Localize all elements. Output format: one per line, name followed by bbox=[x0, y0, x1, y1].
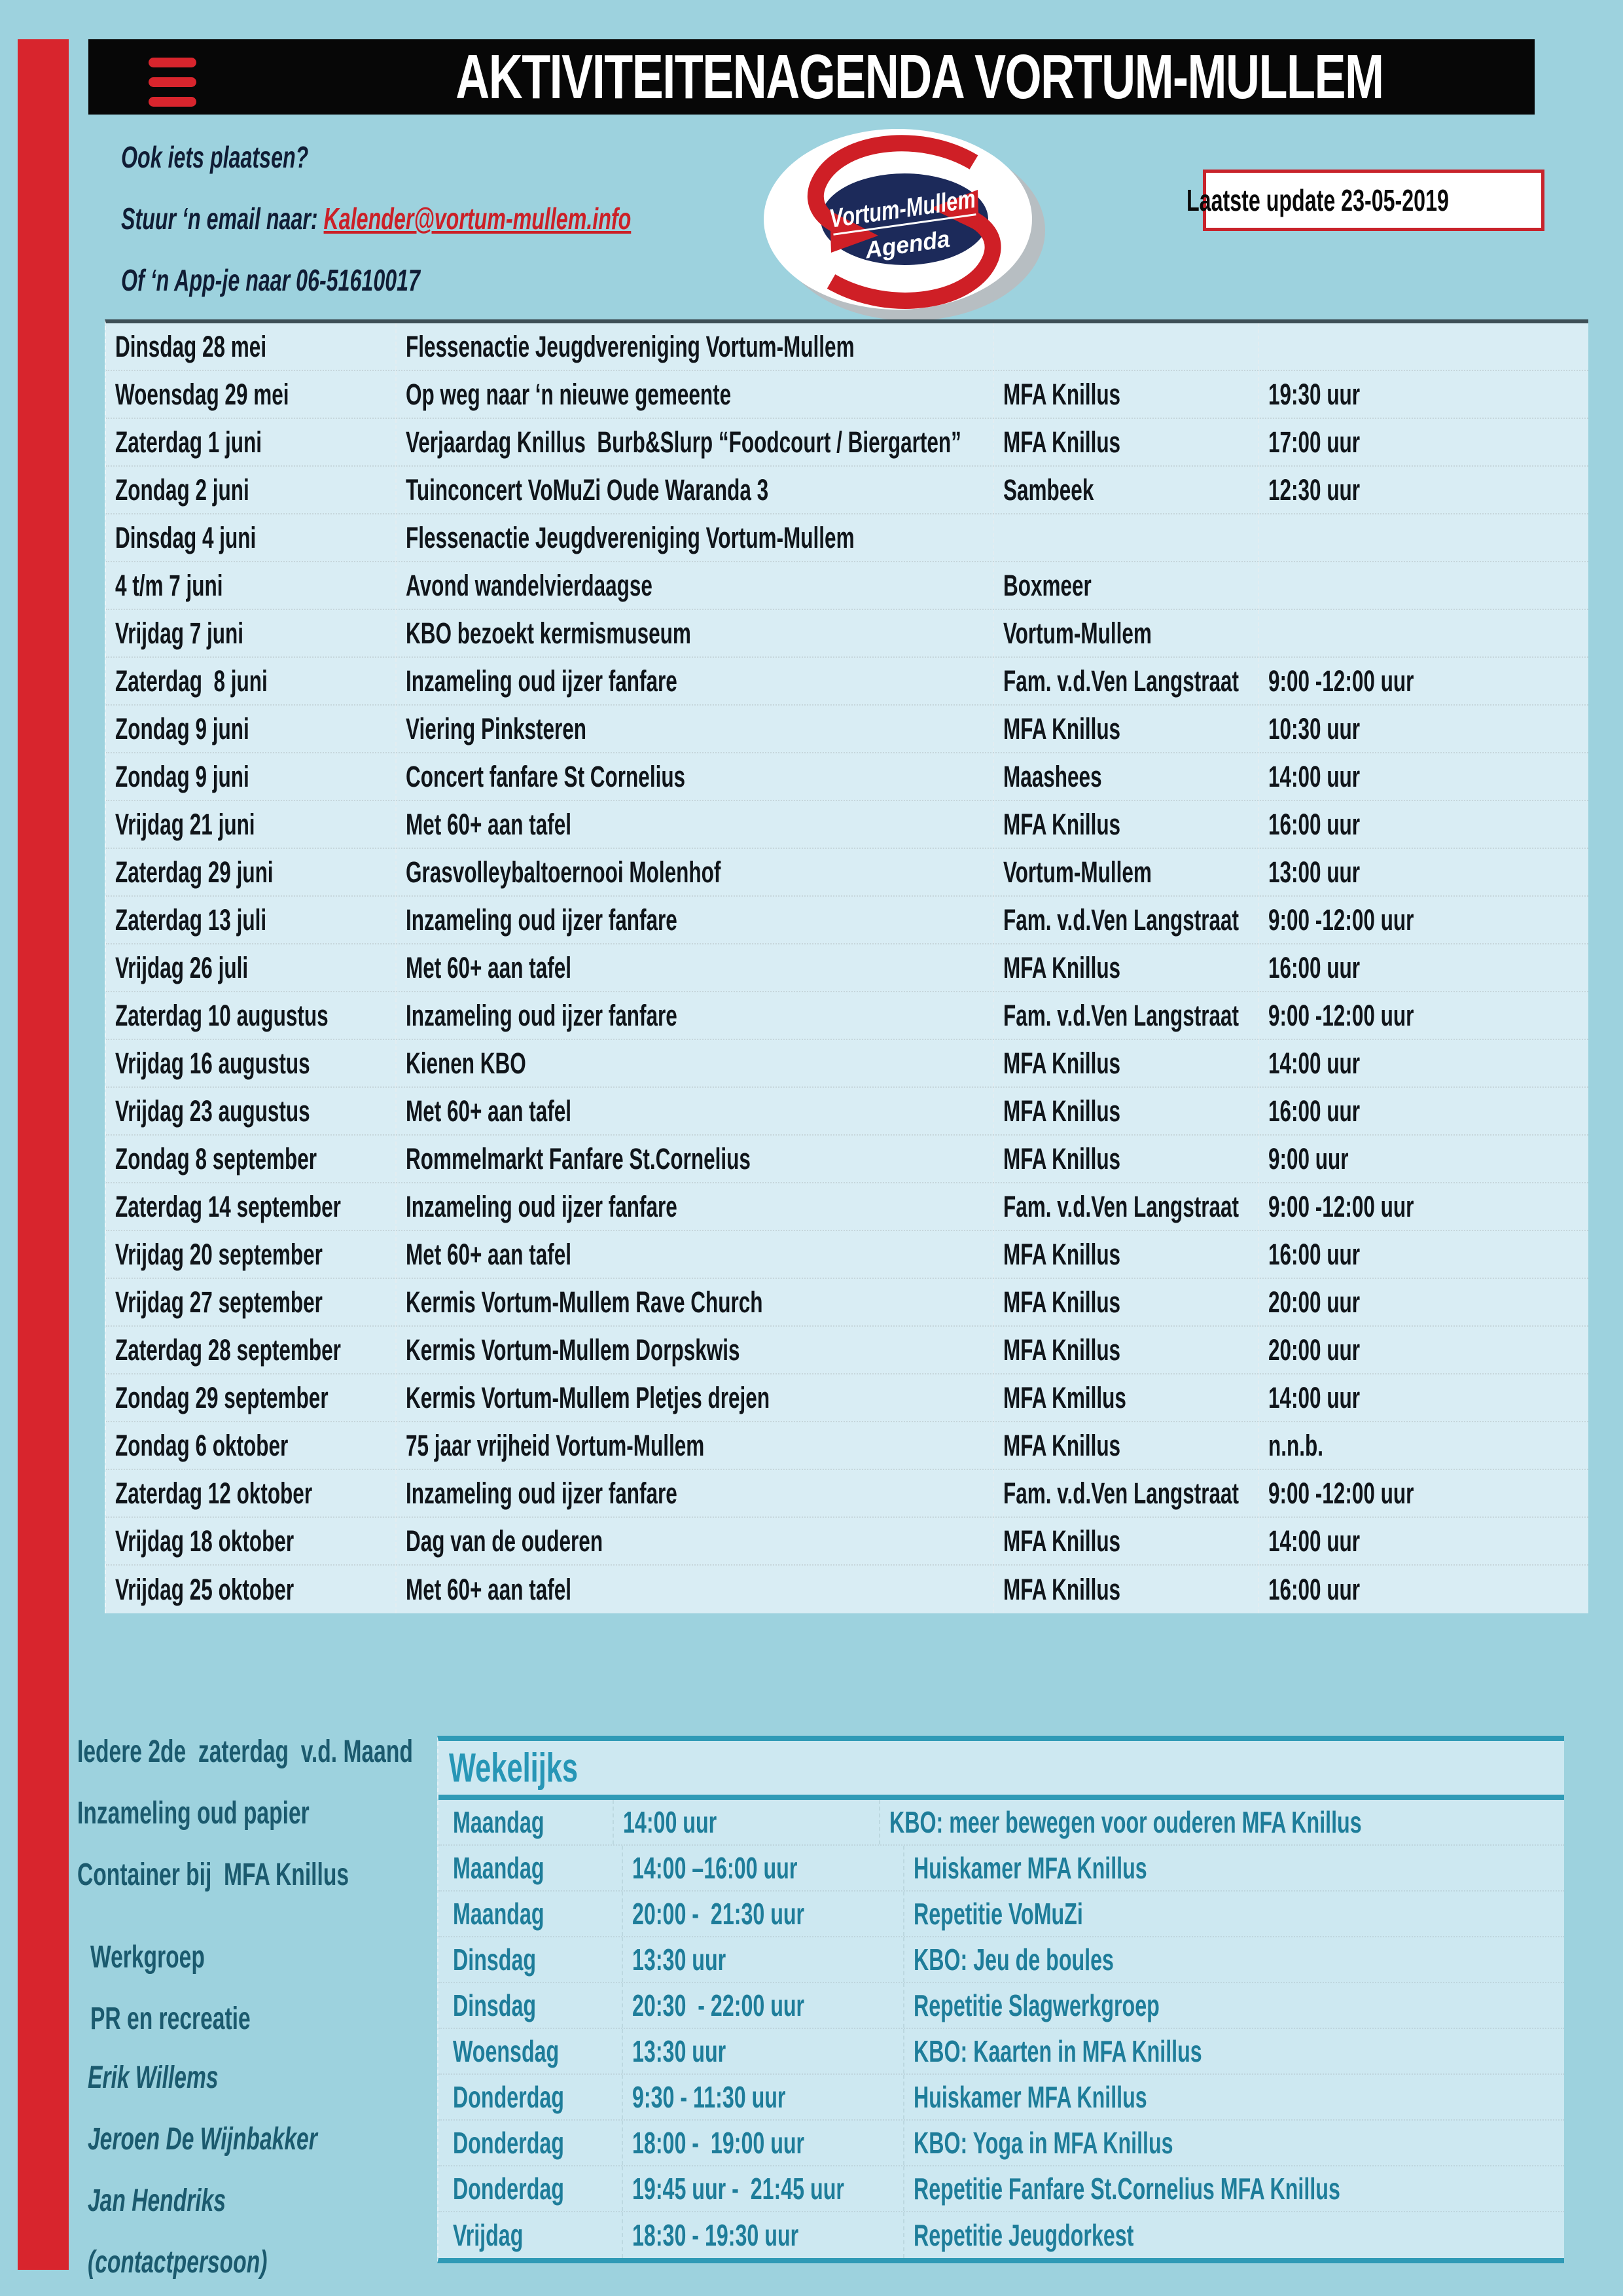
agenda-row bbox=[106, 1566, 1588, 1613]
event-location: Boxmeer bbox=[993, 562, 1258, 609]
event-location: MFA Knillus bbox=[993, 1231, 1258, 1278]
agenda-row bbox=[106, 1422, 1588, 1470]
event-time: 17:00 uur bbox=[1258, 419, 1588, 465]
event-activity: KBO bezoekt kermismuseum bbox=[395, 610, 993, 656]
agenda-row bbox=[106, 1088, 1588, 1136]
event-time: 16:00 uur bbox=[1258, 1088, 1588, 1134]
weekly-row bbox=[438, 2029, 1564, 2075]
weekly-time: 9:30 - 11:30 uur bbox=[622, 2075, 903, 2119]
weekly-row bbox=[438, 1892, 1564, 1937]
event-activity: Dag van de ouderen bbox=[395, 1518, 993, 1564]
weekly-day: Donderdag bbox=[453, 2126, 564, 2160]
event-location: MFA Knillus bbox=[993, 1279, 1258, 1325]
event-time: n.n.b. bbox=[1258, 1422, 1588, 1469]
weekly-row bbox=[438, 2212, 1564, 2258]
weekly-title: Wekelijks bbox=[449, 1745, 579, 1791]
agenda-row bbox=[106, 1279, 1588, 1327]
event-location: Vortum-Mullem bbox=[993, 610, 1258, 656]
agenda-row bbox=[106, 371, 1588, 419]
agenda-row bbox=[106, 1518, 1588, 1566]
event-location: MFA Kmillus bbox=[993, 1374, 1258, 1421]
event-time: 20:00 uur bbox=[1258, 1327, 1588, 1373]
weekly-time: 18:00 - 19:00 uur bbox=[622, 2121, 903, 2165]
event-location: MFA Knillus bbox=[993, 419, 1258, 465]
event-time: 14:00 uur bbox=[1258, 1518, 1588, 1564]
event-location bbox=[993, 514, 1258, 561]
weekly-row bbox=[438, 1846, 1564, 1892]
weekly-activity: Repetitie Slagwerkgroep bbox=[903, 1983, 1564, 2028]
event-activity: Concert fanfare St Cornelius bbox=[395, 753, 993, 800]
workgroup-title bbox=[90, 1939, 319, 2037]
agenda-row bbox=[106, 323, 1588, 371]
event-time: 9:00 -12:00 uur bbox=[1258, 658, 1588, 704]
agenda-row bbox=[106, 753, 1588, 801]
event-location: Maashees bbox=[993, 753, 1258, 800]
event-activity: Op weg naar ‘n nieuwe gemeente bbox=[395, 371, 993, 418]
event-time: 12:30 uur bbox=[1258, 467, 1588, 513]
agenda-table bbox=[105, 319, 1588, 1613]
agenda-row bbox=[106, 1327, 1588, 1374]
event-time: 16:00 uur bbox=[1258, 801, 1588, 848]
event-location: Fam. v.d.Ven Langstraat bbox=[993, 658, 1258, 704]
last-update-box bbox=[1186, 170, 1544, 231]
event-date: Vrijdag 16 augustus bbox=[115, 1046, 310, 1080]
event-location bbox=[993, 323, 1258, 370]
weekly-time: 14:00 –16:00 uur bbox=[622, 1846, 903, 1890]
event-time: 20:00 uur bbox=[1258, 1279, 1588, 1325]
event-time: 19:30 uur bbox=[1258, 371, 1588, 418]
event-activity: Flessenactie Jeugdvereniging Vortum-Mullem bbox=[395, 323, 993, 370]
event-date: Dinsdag 28 mei bbox=[115, 329, 267, 363]
header-bar bbox=[88, 39, 1535, 115]
weekly-time: 20:30 - 22:00 uur bbox=[622, 1983, 903, 2028]
event-location: Sambeek bbox=[993, 467, 1258, 513]
event-location: Fam. v.d.Ven Langstraat bbox=[993, 992, 1258, 1039]
event-activity: Met 60+ aan tafel bbox=[395, 1088, 993, 1134]
event-location: Fam. v.d.Ven Langstraat bbox=[993, 1470, 1258, 1516]
event-location: MFA Knillus bbox=[993, 1422, 1258, 1469]
event-time: 14:00 uur bbox=[1258, 1040, 1588, 1086]
event-time: 16:00 uur bbox=[1258, 944, 1588, 991]
event-time: 14:00 uur bbox=[1258, 753, 1588, 800]
event-date: Vrijdag 26 juli bbox=[115, 950, 249, 984]
event-activity: Kienen KBO bbox=[395, 1040, 993, 1086]
workgroup-line: Werkgroep bbox=[90, 1939, 205, 1975]
weekly-row bbox=[438, 2166, 1564, 2212]
event-activity: Flessenactie Jeugdvereniging Vortum-Mullem bbox=[395, 514, 993, 561]
weekly-activity: KBO: Kaarten in MFA Knillus bbox=[903, 2029, 1564, 2073]
event-activity: Verjaardag Knillus Burb&Slurp “Foodcourt / Biergarten” bbox=[395, 419, 993, 465]
agenda-row bbox=[106, 1136, 1588, 1183]
weekly-day: Woensdag bbox=[453, 2034, 560, 2068]
event-date: Vrijdag 23 augustus bbox=[115, 1094, 310, 1128]
event-date: Vrijdag 18 oktober bbox=[115, 1524, 294, 1558]
event-time: 9:00 -12:00 uur bbox=[1258, 1470, 1588, 1516]
event-time: 9:00 -12:00 uur bbox=[1258, 992, 1588, 1039]
event-location: MFA Knillus bbox=[993, 944, 1258, 991]
weekly-time: 19:45 uur - 21:45 uur bbox=[622, 2166, 903, 2211]
event-date: Vrijdag 27 september bbox=[115, 1285, 323, 1319]
weekly-day: Donderdag bbox=[453, 2172, 564, 2206]
agenda-row bbox=[106, 1040, 1588, 1088]
agenda-row bbox=[106, 1374, 1588, 1422]
contact-line-3: Of ‘n App-je naar 06-51610017 bbox=[121, 263, 420, 297]
weekly-table-header bbox=[438, 1741, 1564, 1800]
event-location: MFA Knillus bbox=[993, 371, 1258, 418]
event-date: Vrijdag 25 oktober bbox=[115, 1572, 294, 1606]
event-time bbox=[1258, 514, 1588, 561]
weekly-time: 13:30 uur bbox=[622, 1937, 903, 1982]
weekly-table bbox=[437, 1736, 1564, 2263]
event-location: MFA Knillus bbox=[993, 1518, 1258, 1564]
weekly-time: 18:30 - 19:30 uur bbox=[622, 2212, 903, 2258]
weekly-time: 20:00 - 21:30 uur bbox=[622, 1892, 903, 1936]
contact-person-name: (contactpersoon) bbox=[88, 2244, 268, 2280]
event-activity: Inzameling oud ijzer fanfare bbox=[395, 992, 993, 1039]
event-time: 9:00 -12:00 uur bbox=[1258, 1183, 1588, 1230]
weekly-row bbox=[438, 2121, 1564, 2166]
event-location: MFA Knillus bbox=[993, 1566, 1258, 1613]
event-activity: Rommelmarkt Fanfare St.Cornelius bbox=[395, 1136, 993, 1182]
event-date: 4 t/m 7 juni bbox=[115, 568, 223, 602]
agenda-row bbox=[106, 610, 1588, 658]
weekly-day: Maandag bbox=[453, 1851, 544, 1885]
weekly-row bbox=[438, 1800, 1564, 1846]
event-time bbox=[1258, 323, 1588, 370]
contact-block bbox=[121, 139, 849, 298]
event-date: Zaterdag 12 oktober bbox=[115, 1476, 313, 1510]
event-activity: Inzameling oud ijzer fanfare bbox=[395, 658, 993, 704]
event-time: 16:00 uur bbox=[1258, 1231, 1588, 1278]
event-time: 16:00 uur bbox=[1258, 1566, 1588, 1613]
email-label: Stuur ‘n email naar: bbox=[121, 202, 324, 236]
agenda-row bbox=[106, 467, 1588, 514]
event-date: Zaterdag 13 juli bbox=[115, 903, 267, 937]
agenda-row bbox=[106, 1470, 1588, 1518]
event-location: Fam. v.d.Ven Langstraat bbox=[993, 897, 1258, 943]
agenda-row bbox=[106, 706, 1588, 753]
contact-person-name: Erik Willems bbox=[88, 2060, 219, 2095]
agenda-row bbox=[106, 849, 1588, 897]
event-date: Zondag 29 september bbox=[115, 1380, 329, 1414]
weekly-day: Donderdag bbox=[453, 2080, 564, 2114]
event-date: Vrijdag 7 juni bbox=[115, 616, 244, 650]
weekly-activity: Huiskamer MFA Knillus bbox=[903, 1846, 1564, 1890]
vortum-mullem-agenda-logo bbox=[753, 124, 1054, 321]
event-activity: Inzameling oud ijzer fanfare bbox=[395, 897, 993, 943]
event-location: MFA Knillus bbox=[993, 706, 1258, 752]
event-activity: Met 60+ aan tafel bbox=[395, 801, 993, 848]
event-location: Vortum-Mullem bbox=[993, 849, 1258, 895]
event-date: Zondag 6 oktober bbox=[115, 1428, 289, 1462]
weekly-activity: KBO: Yoga in MFA Knillus bbox=[903, 2121, 1564, 2165]
contact-person-name: Jeroen De Wijnbakker bbox=[88, 2121, 317, 2157]
last-update-label: Laatste update 23-05-2019 bbox=[1186, 183, 1449, 217]
agenda-row bbox=[106, 944, 1588, 992]
contact-person-name: Jan Hendriks bbox=[88, 2183, 226, 2218]
weekly-day: Dinsdag bbox=[453, 1943, 537, 1977]
event-activity: Avond wandelvierdaagse bbox=[395, 562, 993, 609]
event-time: 14:00 uur bbox=[1258, 1374, 1588, 1421]
event-date: Vrijdag 21 juni bbox=[115, 807, 255, 841]
weekly-activity: Huiskamer MFA Knillus bbox=[903, 2075, 1564, 2119]
event-date: Zondag 8 september bbox=[115, 1141, 317, 1175]
agenda-row bbox=[106, 1231, 1588, 1279]
event-activity: Inzameling oud ijzer fanfare bbox=[395, 1183, 993, 1230]
monthly-note-line: Inzameling oud papier bbox=[77, 1795, 310, 1831]
event-date: Zondag 9 juni bbox=[115, 711, 249, 745]
left-red-stripe bbox=[18, 39, 69, 2270]
event-time: 9:00 uur bbox=[1258, 1136, 1588, 1182]
weekly-activity: Repetitie Fanfare St.Cornelius MFA Knillus bbox=[903, 2166, 1564, 2211]
weekly-day: Maandag bbox=[453, 1805, 544, 1839]
event-activity: Met 60+ aan tafel bbox=[395, 944, 993, 991]
weekly-time: 14:00 uur bbox=[613, 1800, 879, 1844]
contact-line-1: Ook iets plaatsen? bbox=[121, 140, 309, 174]
monthly-note-line: Iedere 2de zaterdag v.d. Maand bbox=[77, 1734, 413, 1769]
event-time bbox=[1258, 610, 1588, 656]
event-location: MFA Knillus bbox=[993, 801, 1258, 848]
page-title: AKTIVITEITENAGENDA VORTUM-MULLEM bbox=[455, 41, 1383, 112]
weekly-activity: KBO: meer bewegen voor ouderen MFA Knillus bbox=[879, 1800, 1564, 1844]
event-activity: Grasvolleybaltoernooi Molenhof bbox=[395, 849, 993, 895]
event-activity: Kermis Vortum-Mullem Rave Church bbox=[395, 1279, 993, 1325]
weekly-activity: Repetitie VoMuZi bbox=[903, 1892, 1564, 1936]
agenda-row bbox=[106, 419, 1588, 467]
weekly-row bbox=[438, 1983, 1564, 2029]
event-location: MFA Knillus bbox=[993, 1088, 1258, 1134]
event-activity: Kermis Vortum-Mullem Dorpskwis bbox=[395, 1327, 993, 1373]
agenda-row bbox=[106, 897, 1588, 944]
event-date: Zaterdag 1 juni bbox=[115, 425, 262, 459]
event-activity: Kermis Vortum-Mullem Pletjes drejen bbox=[395, 1374, 993, 1421]
monthly-note-line: Container bij MFA Knillus bbox=[77, 1857, 349, 1892]
event-date: Zaterdag 28 september bbox=[115, 1333, 341, 1367]
agenda-row bbox=[106, 801, 1588, 849]
event-time: 13:00 uur bbox=[1258, 849, 1588, 895]
event-location: MFA Knillus bbox=[993, 1327, 1258, 1373]
email-link[interactable]: Kalender@vortum-mullem.info bbox=[323, 202, 632, 236]
weekly-day: Dinsdag bbox=[453, 1988, 537, 2022]
event-date: Dinsdag 4 juni bbox=[115, 520, 257, 554]
weekly-day: Vrijdag bbox=[453, 2218, 524, 2252]
logo-text-line2: Agenda bbox=[863, 224, 953, 264]
event-date: Vrijdag 20 september bbox=[115, 1237, 323, 1271]
weekly-row bbox=[438, 2075, 1564, 2121]
event-time: 10:30 uur bbox=[1258, 706, 1588, 752]
weekly-row bbox=[438, 1937, 1564, 1983]
event-activity: Tuinconcert VoMuZi Oude Waranda 3 bbox=[395, 467, 993, 513]
weekly-activity: Repetitie Jeugdorkest bbox=[903, 2212, 1564, 2258]
workgroup-contacts bbox=[88, 2059, 416, 2280]
weekly-time: 13:30 uur bbox=[622, 2029, 903, 2073]
agenda-row bbox=[106, 1183, 1588, 1231]
event-location: MFA Knillus bbox=[993, 1040, 1258, 1086]
event-activity: Met 60+ aan tafel bbox=[395, 1231, 993, 1278]
event-date: Woensdag 29 mei bbox=[115, 377, 289, 411]
event-time bbox=[1258, 562, 1588, 609]
agenda-row bbox=[106, 514, 1588, 562]
agenda-row bbox=[106, 658, 1588, 706]
event-activity: Viering Pinksteren bbox=[395, 706, 993, 752]
event-date: Zondag 9 juni bbox=[115, 759, 249, 793]
agenda-row bbox=[106, 562, 1588, 610]
event-activity: 75 jaar vrijheid Vortum-Mullem bbox=[395, 1422, 993, 1469]
event-date: Zondag 2 juni bbox=[115, 473, 249, 507]
event-activity: Inzameling oud ijzer fanfare bbox=[395, 1470, 993, 1516]
weekly-day: Maandag bbox=[453, 1897, 544, 1931]
event-date: Zaterdag 29 juni bbox=[115, 855, 274, 889]
workgroup-line: PR en recreatie bbox=[90, 2001, 251, 2036]
event-date: Zaterdag 8 juni bbox=[115, 664, 268, 698]
event-location: MFA Knillus bbox=[993, 1136, 1258, 1182]
contact-line-2 bbox=[121, 200, 849, 237]
logo-text-line1: Vortum-Mullem bbox=[827, 178, 1020, 234]
event-time: 9:00 -12:00 uur bbox=[1258, 897, 1588, 943]
agenda-row bbox=[106, 992, 1588, 1040]
event-date: Zaterdag 10 augustus bbox=[115, 998, 329, 1032]
weekly-activity: KBO: Jeu de boules bbox=[903, 1937, 1564, 1982]
event-location: Fam. v.d.Ven Langstraat bbox=[993, 1183, 1258, 1230]
event-date: Zaterdag 14 september bbox=[115, 1189, 341, 1223]
event-activity: Met 60+ aan tafel bbox=[395, 1566, 993, 1613]
